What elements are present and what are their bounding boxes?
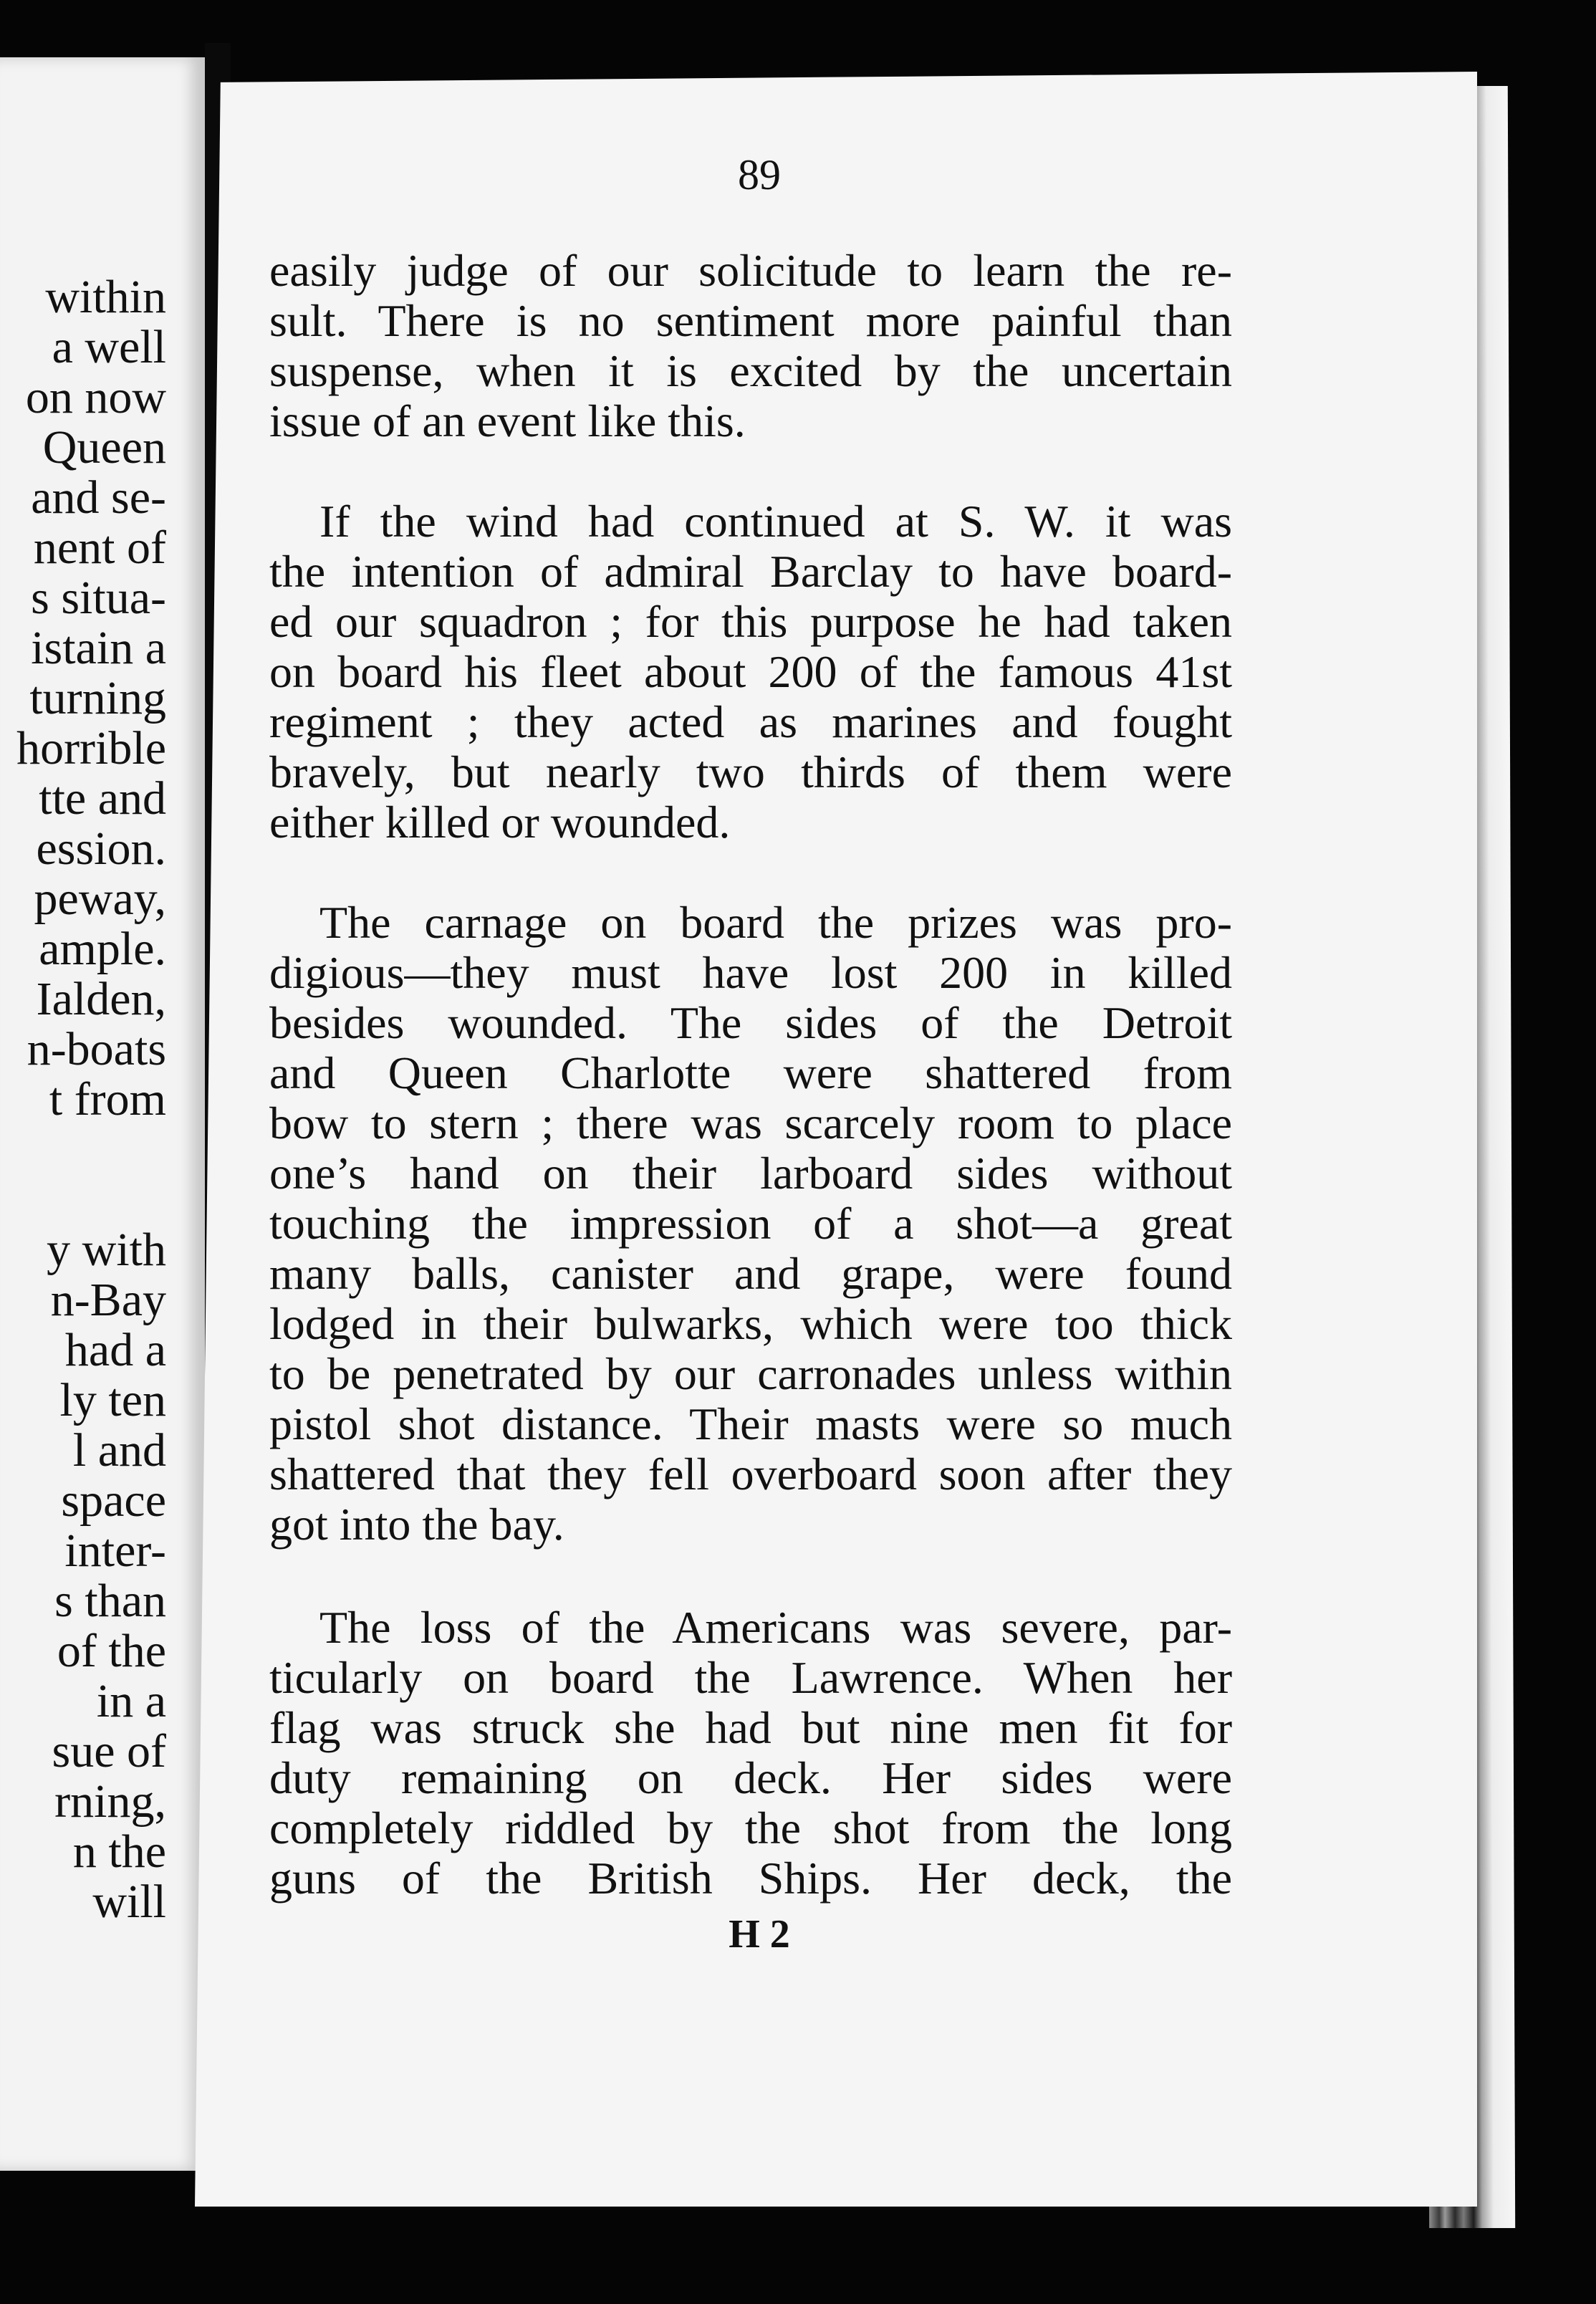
text-line: issue of an event like this. (269, 395, 746, 446)
text-line: duty remaining on deck. Her sides were (269, 1752, 1232, 1803)
text-line: shattered that they fell overboard soon after they (269, 1449, 1232, 1499)
left-page-line: tte and (39, 772, 166, 825)
left-page-line: sue of (52, 1725, 166, 1777)
text-line: completely riddled by the shot from the long (269, 1803, 1232, 1853)
text-line: digious—they must have lost 200 in killed (269, 947, 1232, 998)
left-page-line: ample. (39, 923, 166, 975)
text-line: ticularly on board the Lawrence. When her (269, 1652, 1232, 1703)
text-line: flag was struck she had but nine men fit for (269, 1702, 1232, 1753)
left-page-line: Ialden, (36, 973, 166, 1025)
left-page-line: horrible (16, 722, 166, 774)
page-number: 89 (738, 151, 781, 198)
left-page-line: n-boats (27, 1023, 166, 1075)
text-line: pistol shot distance. Their masts were so much (269, 1398, 1232, 1449)
left-page-line: n-Bay (50, 1274, 166, 1326)
text-line: one’s hand on their larboard sides without (269, 1148, 1232, 1199)
text-line: The loss of the Americans was severe, par- (319, 1602, 1232, 1653)
left-page-line: s situa- (31, 572, 166, 624)
text-line: The carnage on board the prizes was pro- (319, 897, 1232, 948)
text-line: bravely, but nearly two thirds of them were (269, 747, 1232, 797)
text-line: on board his fleet about 200 of the famous 41st (269, 646, 1232, 697)
text-line: sult. There is no sentiment more painful than (269, 295, 1232, 346)
left-page-line: turning (29, 672, 166, 724)
left-page-line: t from (49, 1073, 166, 1125)
left-page-line: on now (25, 371, 166, 423)
left-page-line: y with (47, 1224, 166, 1276)
text-line: bow to stern ; there was scarcely room to place (269, 1098, 1232, 1148)
signature-mark: H 2 (729, 1912, 790, 1957)
left-page-line: space (61, 1474, 166, 1527)
text-line: and Queen Charlotte were shattered from (269, 1047, 1232, 1098)
text-line: got into the bay. (269, 1499, 564, 1550)
text-line: either killed or wounded. (269, 797, 731, 848)
left-page-line: ession. (36, 822, 166, 875)
left-page-line: a well (52, 321, 166, 373)
left-page-line: l and (72, 1424, 166, 1477)
left-page-line: inter- (64, 1525, 166, 1577)
text-line: many balls, canister and grape, were found (269, 1248, 1232, 1299)
text-line: If the wind had continued at S. W. it was (319, 496, 1232, 547)
left-page-line: peway, (34, 873, 166, 925)
text-line: guns of the British Ships. Her deck, the (269, 1853, 1232, 1904)
left-page-line: in a (96, 1675, 166, 1727)
left-page-line: istain a (31, 622, 166, 674)
left-page-line: n the (72, 1825, 166, 1878)
left-page (0, 57, 205, 2171)
text-line: suspense, when it is excited by the uncertain (269, 345, 1232, 396)
left-page-line: within (45, 271, 166, 323)
text-line: besides wounded. The sides of the Detroit (269, 997, 1232, 1048)
left-page-line: rning, (54, 1775, 166, 1828)
text-line: regiment ; they acted as marines and fought (269, 696, 1232, 747)
text-line: ed our squadron ; for this purpose he had taken (269, 596, 1232, 647)
left-page-line: s than (54, 1575, 166, 1627)
left-page-line: ly ten (59, 1374, 166, 1426)
left-page-line: had a (64, 1324, 166, 1376)
text-line: the intention of admiral Barclay to have board- (269, 546, 1232, 597)
text-line: to be penetrated by our carronades unless within (269, 1348, 1232, 1399)
left-page-line: of the (57, 1625, 166, 1677)
left-page-line: and se- (31, 471, 166, 524)
left-page-line: Queen (42, 421, 166, 474)
left-page-line: nent of (33, 522, 166, 574)
text-line: easily judge of our solicitude to learn the re- (269, 245, 1232, 296)
left-page-line: will (92, 1876, 166, 1928)
text-line: lodged in their bulwarks, which were too thick (269, 1298, 1232, 1349)
text-line: touching the impression of a shot—a great (269, 1198, 1232, 1249)
